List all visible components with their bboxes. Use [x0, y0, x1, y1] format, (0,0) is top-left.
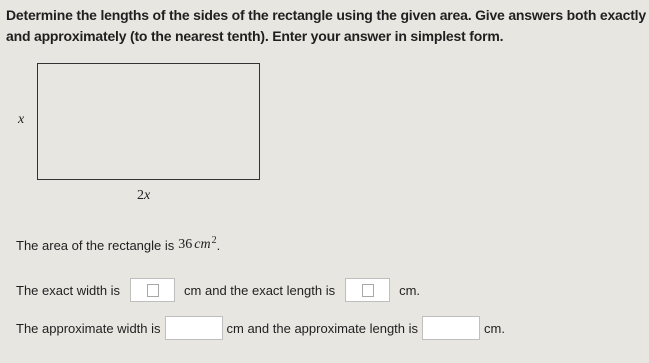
- exact-width-prefix: The exact width is: [16, 282, 121, 298]
- area-exponent: 2: [211, 234, 217, 246]
- math-placeholder-icon: [147, 284, 159, 297]
- area-value: 36: [178, 237, 193, 252]
- exact-mid-text: cm and the exact length is: [184, 282, 336, 298]
- exact-answer-row: [16, 278, 420, 302]
- bottom-label-coef: 2: [137, 188, 144, 203]
- math-placeholder-icon: [362, 284, 374, 297]
- approx-answer-row: [16, 316, 505, 340]
- bottom-label-var: x: [144, 188, 151, 203]
- question-text: Determine the lengths of the sides of the rectangle using the given area. Give answers both exactly and approximately (to the nearest tenth). Enter your answer in simplest form.: [6, 7, 646, 44]
- area-unit: cm: [194, 237, 211, 252]
- bottom-label-2x: [137, 188, 150, 204]
- area-prefix: The area of the rectangle is: [16, 237, 175, 253]
- exact-width-input[interactable]: [130, 278, 175, 302]
- area-statement: [16, 234, 221, 253]
- exact-end-text: cm.: [399, 282, 421, 298]
- rectangle-figure: [37, 63, 260, 180]
- approx-width-input[interactable]: [165, 316, 223, 340]
- approx-end-text: cm.: [484, 320, 505, 336]
- approx-length-input[interactable]: [422, 316, 480, 340]
- side-label-x: x: [18, 112, 25, 127]
- approx-width-prefix: The approximate width is: [16, 320, 161, 336]
- exact-length-input[interactable]: [345, 278, 390, 302]
- area-suffix: .: [216, 237, 221, 253]
- approx-mid-text: cm and the approximate length is: [226, 320, 419, 336]
